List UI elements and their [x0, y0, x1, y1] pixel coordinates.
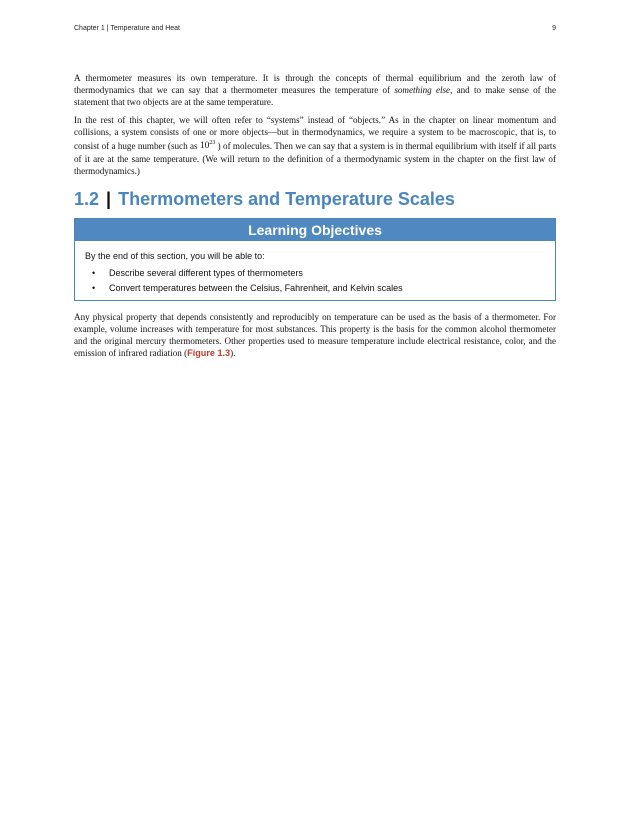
- learning-objectives-box: [74, 218, 556, 301]
- math-base: 10: [199, 141, 210, 152]
- math-expression: [200, 141, 216, 151]
- figure-reference-link[interactable]: Figure 1.3: [187, 348, 231, 359]
- section-separator: |: [106, 189, 112, 210]
- section-title: Thermometers and Temperature Scales: [118, 189, 455, 210]
- chapter-label: Chapter 1 | Temperature and Heat: [74, 25, 180, 32]
- section-number: 1.2: [74, 189, 100, 210]
- page-number: 9: [552, 25, 556, 32]
- paragraph-text: ).: [230, 348, 236, 359]
- paragraph-systems: [74, 114, 556, 177]
- paragraph-text: Any physical property that depends consistently and reproducibly on temperature can be used as the basis of a thermometer. For example, volume increases with temperature for most substances. This property is the basis for the common alcohol thermometer and the original mercury thermometers. Other properties used to measure temperature include electrical resistance, color, and the emission of infrared radiation (: [74, 312, 556, 359]
- list-item: • Describe several different types of thermometers: [85, 268, 545, 278]
- page-header: [74, 25, 556, 32]
- page-content: [74, 72, 556, 365]
- objectives-list: [85, 268, 545, 293]
- emphasis-text: something else: [394, 85, 451, 95]
- paragraph-physical-property: [74, 311, 556, 359]
- learning-objectives-title: Learning Objectives: [75, 219, 555, 241]
- objectives-intro: By the end of this section, you will be able to:: [85, 251, 265, 262]
- math-exponent: 23: [209, 140, 216, 146]
- paragraph-thermometer-intro: [74, 72, 556, 108]
- paragraph-text: A thermometer measures its own temperature. It is through the concepts of thermal equilibrium and the zeroth law of thermodynamics that we can say that a thermometer measures the temperature of: [74, 73, 556, 95]
- learning-objectives-body: [75, 241, 555, 300]
- list-item: • Convert temperatures between the Celsius, Fahrenheit, and Kelvin scales: [85, 283, 545, 293]
- section-heading: [74, 189, 556, 209]
- paragraph-text: In the rest of this chapter, we will often refer to “systems” instead of “objects.” As in the chapter on linear momentum and collisions, a system consists of one or more objects—but in thermodynamics, we require a system to be macroscopic, that is, to consist of a huge number (such as: [74, 115, 556, 152]
- paragraph-text: ) of molecules. Then we can say that a system is in thermal equilibrium with itself if all parts of it are at the same temperature. (We will return to the definition of a thermodynamic system in the chapter on the first law of thermodynamics.): [74, 141, 556, 177]
- paragraph-text: , and to make sense of the statement that two objects are at the same temperature.: [74, 85, 556, 107]
